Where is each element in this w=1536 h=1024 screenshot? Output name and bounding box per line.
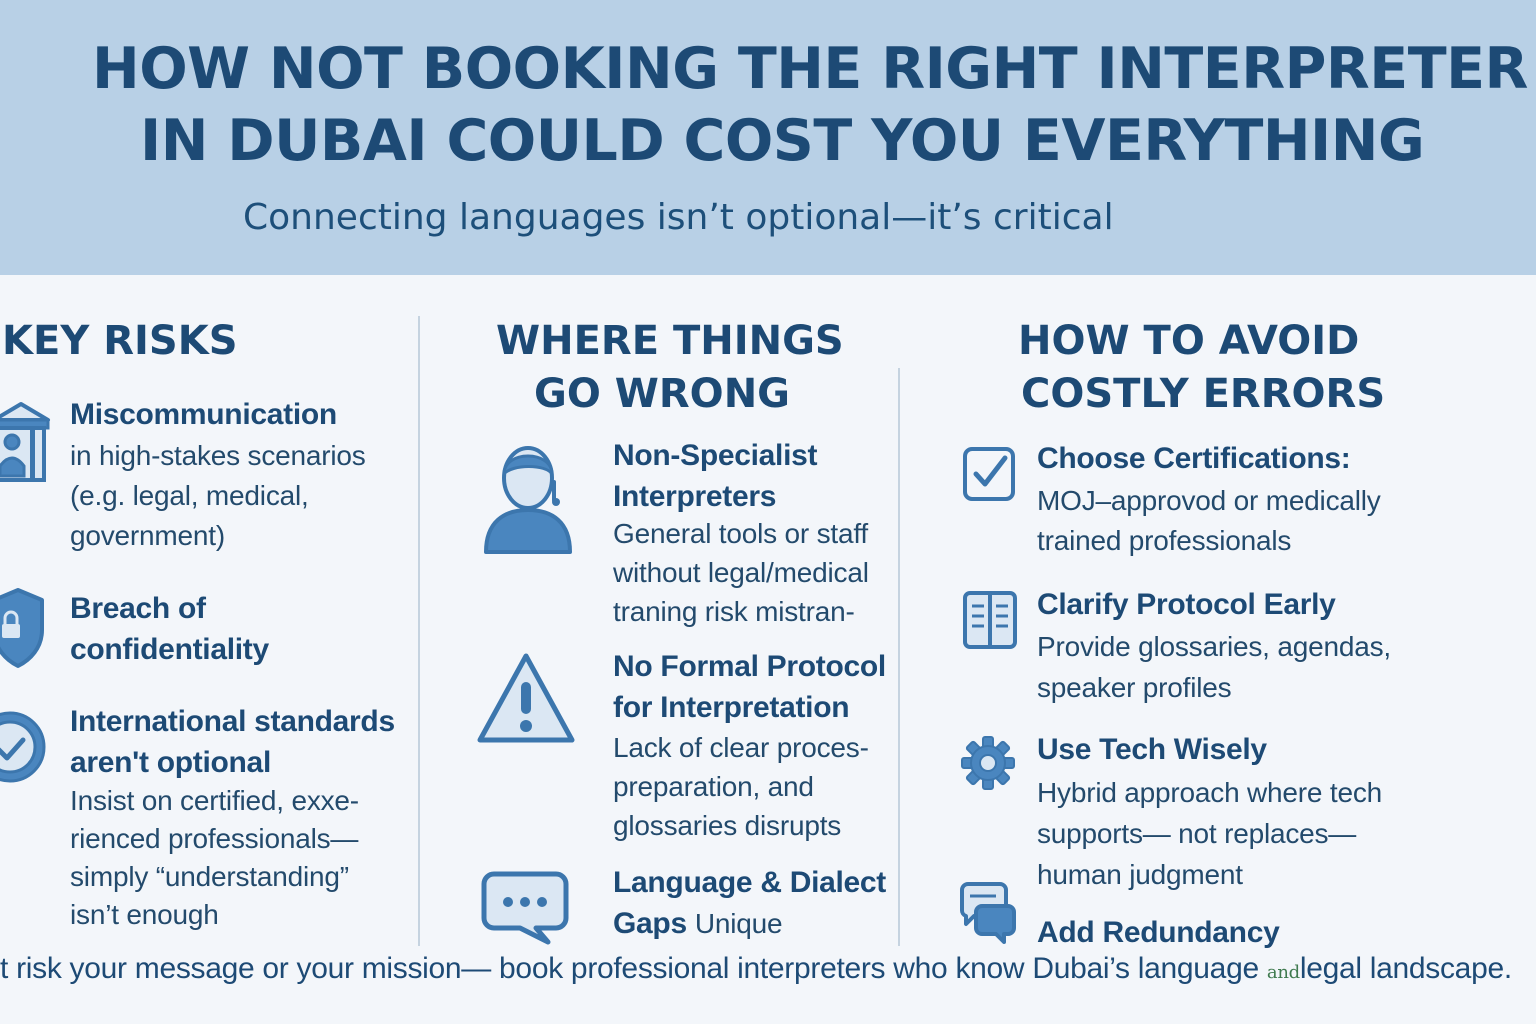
shield-lock-icon — [0, 586, 46, 672]
wrong-item-body: General tools or staff without legal/medical traning risk mistran- — [613, 518, 869, 627]
risk-item-title: Miscommunication — [70, 398, 337, 431]
how-to-avoid-heading-line-1: HOW TO AVOID — [1018, 318, 1360, 364]
wrong-item-title: No Formal Protocol for Interpretation — [613, 650, 886, 724]
chat-bubble-icon — [480, 868, 570, 946]
where-wrong-heading-line-1: WHERE THINGS — [496, 318, 844, 364]
gear-icon — [960, 735, 1016, 791]
risk-item-body: Insist on certified, exxe-rienced professionals—simply “understanding” isn’t enough — [70, 785, 359, 930]
wrong-item-title — [613, 862, 898, 944]
page-title-line-1: HOW NOT BOOKING THE RIGHT INTERPRETER — [92, 36, 1528, 102]
risk-item-title: Breach of confidentiality — [70, 592, 269, 666]
page-title-line-2: IN DUBAI COULD COST YOU EVERYTHING — [140, 108, 1425, 174]
avoid-item-body: Provide glossaries, agendas, speaker profiles — [1037, 631, 1391, 703]
wrong-item-title: Non-Specialist Interpreters — [613, 439, 818, 513]
book-icon — [962, 590, 1018, 654]
footer-message — [0, 952, 1512, 986]
key-risks-heading: KEY RISKS — [2, 318, 238, 364]
risk-item-title: International standards aren't optional — [70, 705, 395, 779]
wrong-item-title-text: Language & Dialect Gaps — [613, 866, 886, 940]
where-wrong-heading-line-2: GO WRONG — [534, 371, 790, 417]
how-to-avoid-heading-line-2: COSTLY ERRORS — [1021, 371, 1386, 417]
check-circle-icon — [0, 705, 50, 791]
avoid-item-title: Use Tech Wisely — [1037, 733, 1267, 766]
column-divider — [898, 368, 900, 946]
avoid-item-body: Hybrid approach where tech supports— not replaces— human judgment — [1037, 777, 1382, 890]
avoid-item-body: MOJ–approvod or medically trained professionals — [1037, 485, 1381, 556]
avoid-item-title: Clarify Protocol Early — [1037, 588, 1336, 621]
footer-text-end: legal landscape. — [1299, 952, 1512, 985]
person-headset-icon — [478, 436, 578, 556]
page-subtitle: Connecting languages isn’t optional—it’s critical — [243, 197, 1114, 238]
avoid-item-title: Add Redundancy — [1037, 916, 1280, 949]
courthouse-icon — [0, 400, 52, 490]
warning-triangle-icon — [476, 650, 576, 748]
column-divider — [418, 316, 420, 946]
chat-bubbles-icon — [960, 880, 1020, 944]
checkbox-icon — [962, 446, 1018, 502]
avoid-item-title: Choose Certifications: — [1037, 442, 1351, 475]
wrong-item-body: Unique — [694, 908, 783, 939]
footer-text-start: t risk your message or your mission— book professional interpreters who know Dubai’s language — [0, 952, 1259, 985]
wrong-item-body: Lack of clear proces-preparation, and glossaries disrupts — [613, 732, 869, 841]
footer-and-word: and — [1266, 962, 1300, 983]
risk-item-body: in high-stakes scenarios (e.g. legal, medical, government) — [70, 440, 366, 551]
